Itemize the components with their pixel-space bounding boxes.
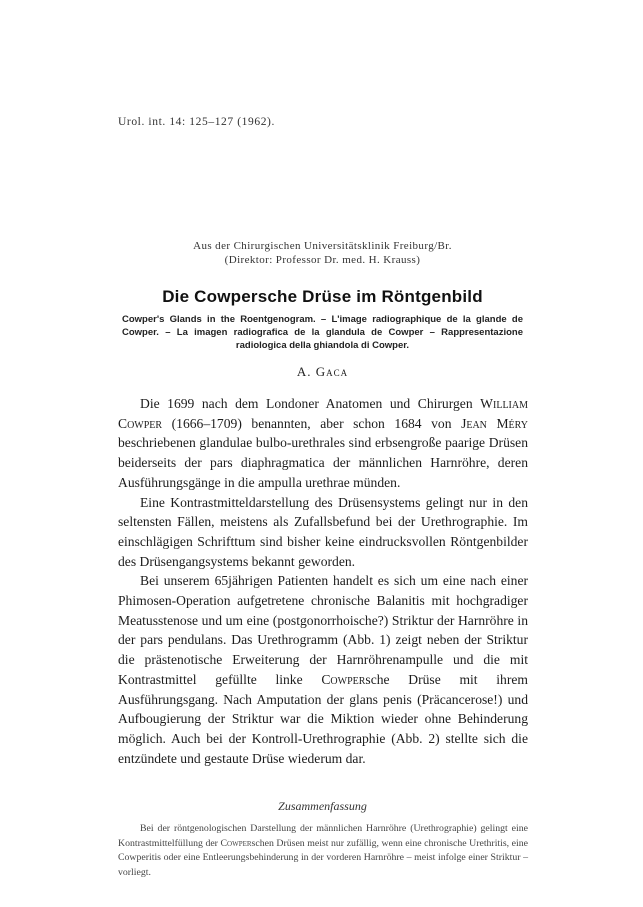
affiliation-director: (Direktor: Professor Dr. med. H. Krauss) — [224, 254, 421, 266]
affiliation-institution: Aus der Chirurgischen Universitätsklinik Freiburg/Br. — [193, 240, 452, 252]
person-name: Cowper — [220, 837, 252, 849]
person-name: Cowper — [321, 671, 366, 687]
journal-citation: Urol. int. 14: 125–127 (1962). — [118, 116, 275, 128]
summary-text: Bei der röntgenologischen Darstellung der männlichen Harnröhre (Urethrographie) gelingt eine Kontrastmittelfüllung der Cowperschen Drüsen meist nur zufällig, wenn eine chronische Urethritis, eine Cowperitis oder eine Entleerungsbehinderung in der vorderen Harnröhre – meist infolge einer Striktur – vorliegt. — [118, 823, 528, 878]
affiliation — [118, 239, 527, 267]
body-paragraph-1: Die 1699 nach dem Londoner Anatomen und Chirurgen William Cowper (1666–1709) benannten, aber schon 1684 von Jean Méry beschriebenen glandulae bulbo-urethrales sind erbsengroße paarige Drüsen beiderseits der pars diaphragmatica der männlichen Harnröhre, deren Ausführungsgänge in die ampulla urethrae münden. — [118, 396, 528, 490]
article-body — [118, 394, 528, 768]
person-name: Jean Méry — [461, 415, 528, 431]
summary-heading: Zusammenfassung — [278, 799, 367, 813]
person-name: William Cowper — [118, 396, 528, 431]
article-title: Die Cowpersche Drüse im Röntgenbild — [162, 287, 483, 306]
author-name: A. Gaca — [296, 364, 349, 379]
body-paragraph-2: Eine Kontrastmitteldarstellung des Drüsensystems gelingt nur in den seltensten Fällen, meistens als Zufallsbefund bei der Urethrographie. Im einschlägigen Schrifttum sind bisher keine eindrucksvollen Röntgenbilder des Drüsengangsystems bekannt geworden. — [118, 494, 528, 569]
article-subtitle-translations: Cowper's Glands in the Roentgenogram. – L'image radiographique de la glande de Cowper. – La imagen radiografica de la glandula de Cowper – Rappresentazione radiologica della ghiandola di Cowper. — [122, 314, 523, 351]
body-paragraph-3: Bei unserem 65jährigen Patienten handelt es sich um eine nach einer Phimosen-Operation aufgetretene chronische Balanitis mit hochgradiger Meatusstenose und um eine (postgonorrhoische?) Striktur der Harnröhre in der pars pendulans. Das Urethrogramm (Abb. 1) zeigt neben der Striktur die prästenotische Erweiterung der Harnröhrenampulle und die mit Kontrastmittel gefüllte linke Cowpersche Drüse mit ihrem Ausführungsgang. Nach Amputation der glans penis (Präcancerose!) und Aufbougierung der Striktur war die Miktion wieder ohne Behinderung möglich. Auch bei der Kontroll-Urethrographie (Abb. 2) stellte sich die entzündete und gestaute Drüse wiederum dar. — [118, 573, 528, 766]
